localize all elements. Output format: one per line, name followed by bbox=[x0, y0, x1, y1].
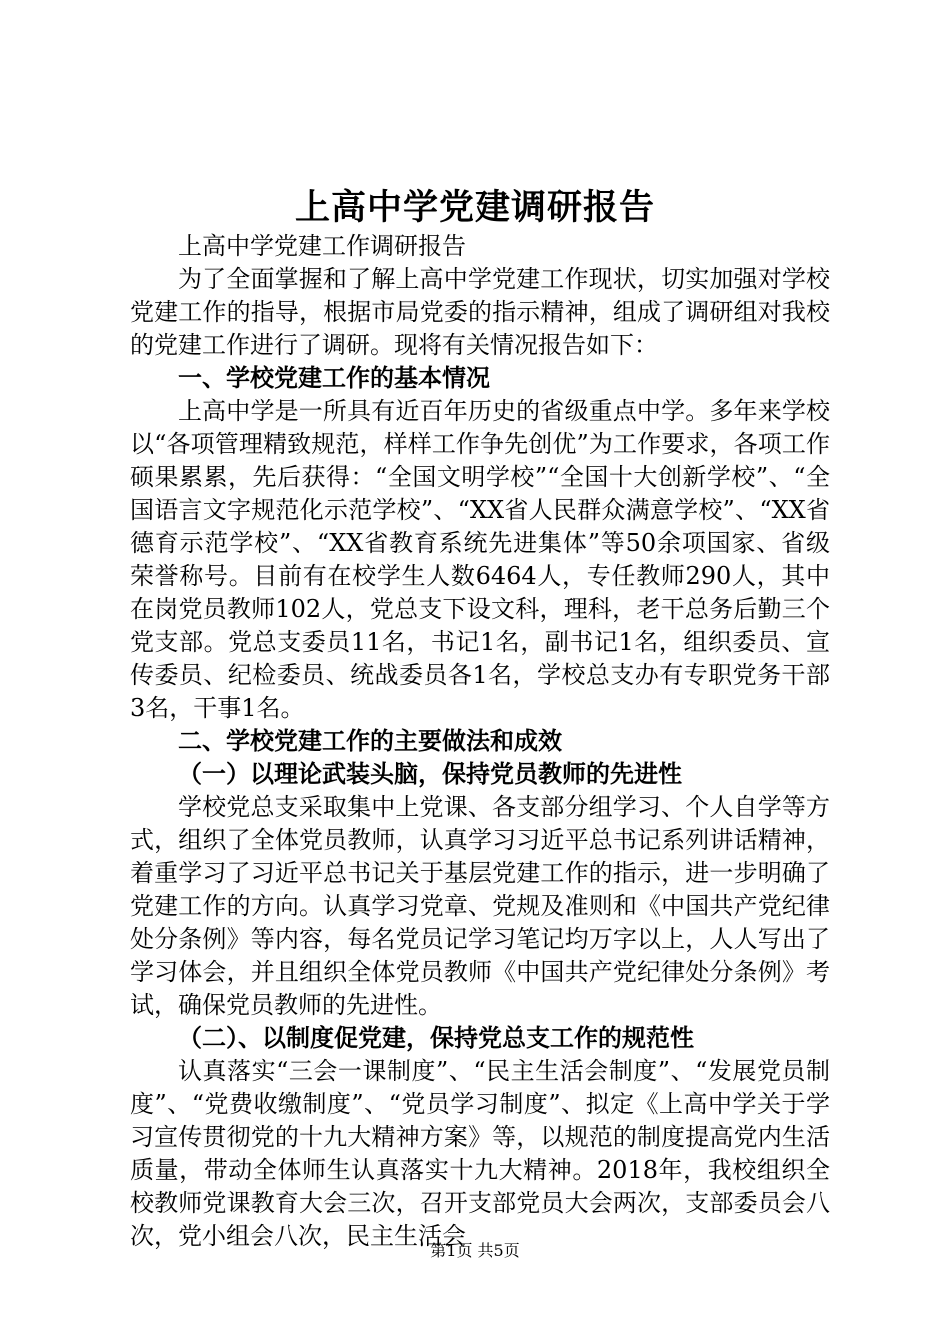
document-body bbox=[130, 230, 830, 1253]
document-title: 上高中学党建调研报告 bbox=[294, 188, 655, 228]
subsection-heading-theory: （一）以理论武装头脑，保持党员教师的先进性 bbox=[178, 760, 682, 788]
basic-situation-paragraph: 上高中学是一所具有近百年历史的省级重点中学。多年来学校以“各项管理精致规范，样样工作争先创优”为工作要求，各项工作硕果累累，先后获得：“全国文明学校”“全国十大创新学校”、“全国语言文字规范化示范学校”、“XX省人民群众满意学校”、“XX省德育示范学校”、“XX省教育系统先进集体”等50余项国家、省级荣誉称号。目前有在校学生人数6464人，专任教师290人，其中在岗党员教师102人，党总支下设文科，理科，老干总务后勤三个党支部。党总支委员11名，书记1名，副书记1名，组织委员、宣传委员、纪检委员、统战委员各1名，学校总支办有专职党务干部3名，干事1名。 bbox=[130, 397, 830, 722]
page-number-footer: 第1页 共5页 bbox=[430, 1241, 520, 1260]
system-paragraph: 认真落实“三会一课制度”、“民主生活会制度”、“发展党员制度”、“党费收缴制度”、“党员学习制度”、拟定《上高中学关于学习宣传贯彻党的十九大精神方案》等，以规范的制度提高党内生活质量，带动全体师生认真落实十九大精神。2018年，我校组织全校教师党课教育大会三次，召开支部党员大会两次，支部委员会八次，党小组会八次，民主生活会 bbox=[130, 1057, 830, 1250]
section-heading-basic-situation: 一、学校党建工作的基本情况 bbox=[178, 364, 490, 392]
theory-paragraph: 学校党总支采取集中上党课、各支部分组学习、个人自学等方式，组织了全体党员教师，认真学习习近平总书记系列讲话精神，着重学习了习近平总书记关于基层党建工作的指示，进一步明确了党建工作的方向。认真学习党章、党规及准则和《中国共产党纪律处分条例》等内容，每名党员记学习笔记均万字以上，人人写出了学习体会，并且组织全体党员教师《中国共产党纪律处分条例》考试，确保党员教师的先进性。 bbox=[130, 793, 830, 1019]
subsection-heading-system: （二）、以制度促党建，保持党总支工作的规范性 bbox=[178, 1024, 694, 1052]
section-heading-main-practices: 二、学校党建工作的主要做法和成效 bbox=[178, 727, 562, 755]
intro-paragraph: 为了全面掌握和了解上高中学党建工作现状，切实加强对学校党建工作的指导，根据市局党委的指示精神，组成了调研组对我校的党建工作进行了调研。现将有关情况报告如下： bbox=[130, 265, 830, 359]
report-subtitle: 上高中学党建工作调研报告 bbox=[178, 232, 466, 260]
